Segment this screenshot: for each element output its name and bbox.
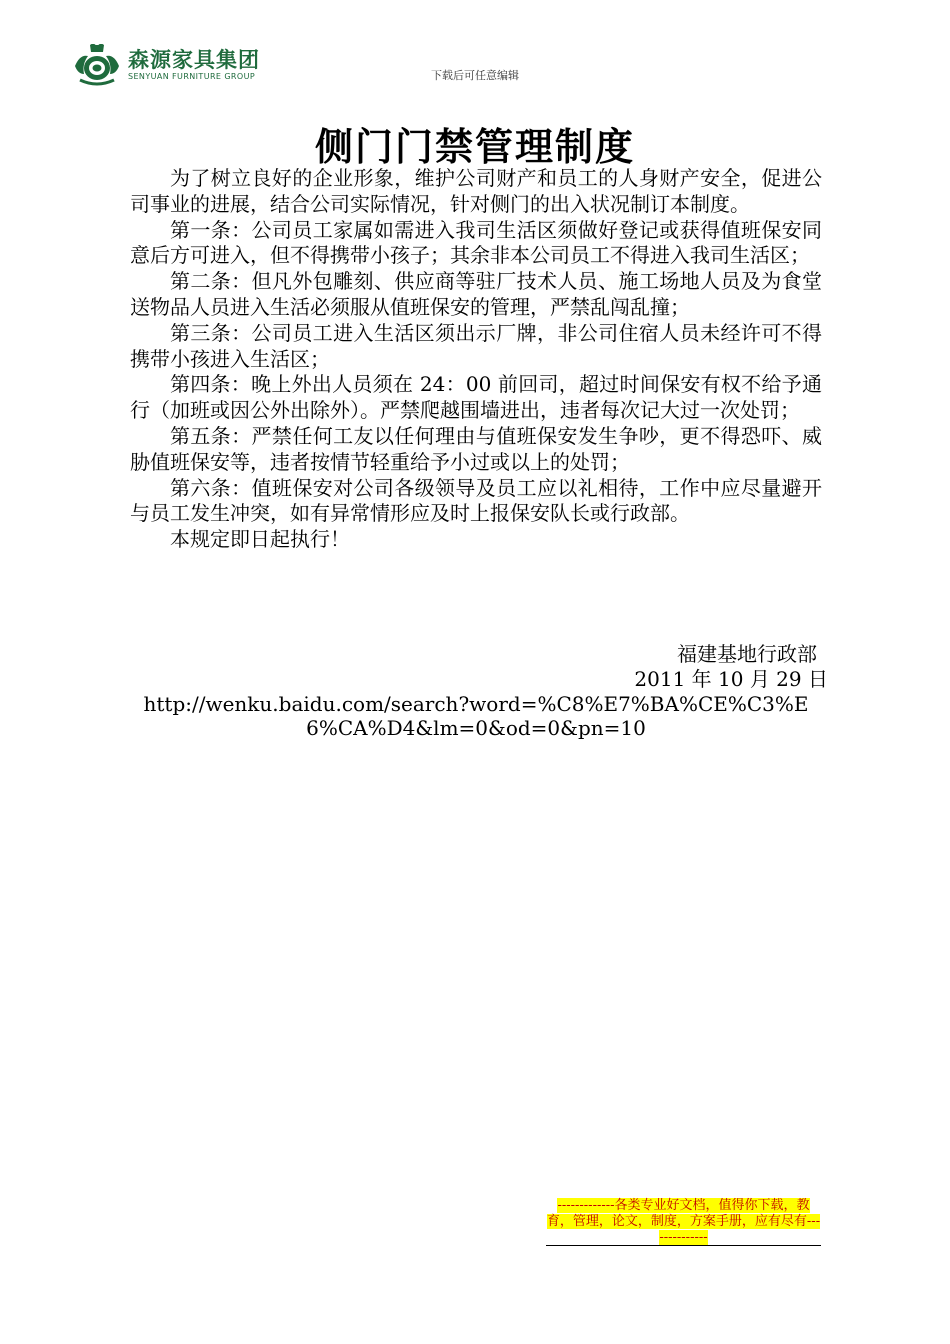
logo-name-en: SENYUAN FURNITURE GROUP bbox=[128, 72, 256, 81]
article-2: 第二条：但凡外包雕刻、供应商等驻厂技术人员、施工场地人员及为食堂送物品人员进入生活必须服从值班保安的管理，严禁乱闯乱撞； bbox=[130, 269, 822, 319]
article-6: 第六条：值班保安对公司各级领导及员工应以礼相待，工作中应尽量避开与员工发生冲突，如有异常情形应及时上报保安队长或行政部。 bbox=[130, 475, 822, 526]
closing-statement: 本规定即日起执行！ bbox=[170, 527, 350, 552]
document-body bbox=[130, 166, 822, 553]
signature-department: 福建基地行政部 bbox=[677, 642, 817, 666]
article-4: 第四条：晚上外出人员须在 24：00 前回司，超过时间保安有权不给予通行（加班或因公外出除外）。严禁爬越围墙进出，违者每次记大过一次处罚； bbox=[130, 372, 822, 423]
footer-ad bbox=[546, 1198, 821, 1246]
footer-ad-text: -------------各类专业好文档，值得你下载，教育，管理，论文，制度，方案手册，应有尽有-------------- bbox=[546, 1198, 821, 1245]
signature-date: 2011 年 10 月 29 日 bbox=[634, 667, 828, 691]
header-note: 下载后可任意编辑 bbox=[431, 69, 519, 82]
footer-divider bbox=[546, 1245, 821, 1246]
article-1: 第一条：公司员工家属如需进入我司生活区须做好登记或获得值班保安同意后方可进入，但不得携带小孩子；其余非本公司员工不得进入我司生活区； bbox=[130, 217, 822, 268]
source-url[interactable]: http://wenku.baidu.com/search?word=%C8%E7%BA%CE%C3%E6%CA%D4&lm=0&od=0&pn=10 bbox=[143, 692, 809, 740]
article-3: 第三条：公司员工进入生活区须出示厂牌，非公司住宿人员未经许可不得携带小孩进入生活区； bbox=[130, 320, 822, 371]
intro-paragraph: 为了树立良好的企业形象，维护公司财产和员工的人身财产安全，促进公司事业的进展，结合公司实际情况，针对侧门的出入状况制订本制度。 bbox=[130, 166, 822, 216]
article-5: 第五条：严禁任何工友以任何理由与值班保安发生争吵，更不得恐吓、威胁值班保安等，违者按情节轻重给予小过或以上的处罚； bbox=[130, 423, 822, 474]
document-title: 侧门门禁管理制度 bbox=[314, 125, 635, 169]
logo-name-cn: 森源家具集团 bbox=[128, 48, 260, 72]
